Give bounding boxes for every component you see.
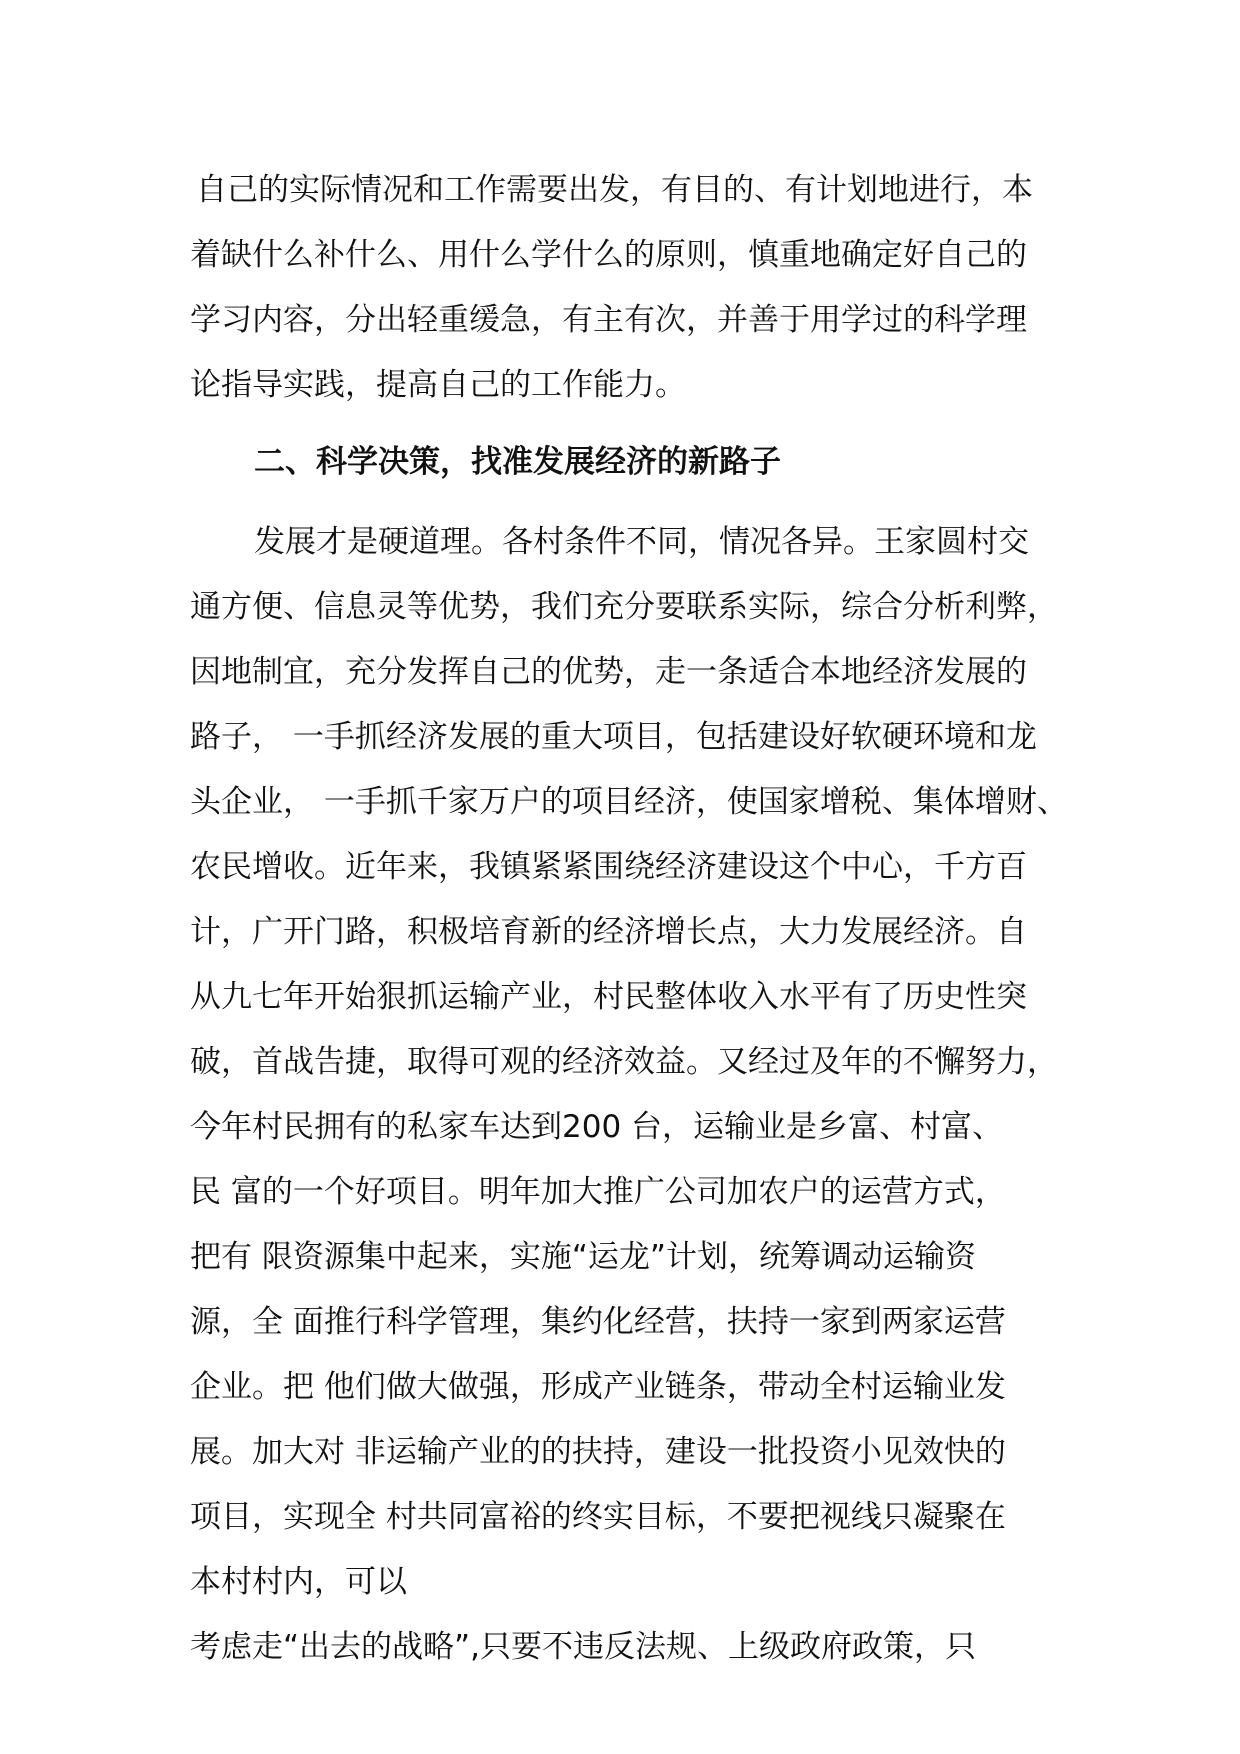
text-line: 学习内容，分出轻重缓急，有主有次，并善于用学过的科学理 xyxy=(190,302,1027,338)
text-line: 头企业， 一手抓千家万户的项目经济，使国家增税、集体增财、 xyxy=(190,784,1068,820)
text-line: 民 富的一个好项目。明年加大推广公司加农户的运营方式， xyxy=(190,1174,1006,1210)
text-line: 源，全 面推行科学管理，集约化经营，扶持一家到两家运营 xyxy=(190,1304,1006,1340)
text-line: 展。加大对 非运输产业的的扶持，建设一批投资小见效快的 xyxy=(190,1434,1006,1470)
text-line: 破，首战告捷，取得可观的经济效益。又经过及年的不懈努力， xyxy=(190,1044,1058,1080)
section-heading: 二、科学决策，找准发展经济的新路子 xyxy=(254,444,781,480)
text-line: 本村村内，可以 xyxy=(190,1564,407,1600)
text-line: 因地制宜，充分发挥自己的优势，走一条适合本地经济发展的 xyxy=(190,654,1027,690)
text-line: 计，广开门路，积极培育新的经济增长点，大力发展经济。自 xyxy=(190,914,1027,950)
text-line: 今年村民拥有的私家车达到200 台，运输业是乡富、村富、 xyxy=(190,1109,1004,1145)
text-line: 项目，实现全 村共同富裕的终实目标，不要把视线只凝聚在 xyxy=(190,1499,1006,1535)
text-line: 着缺什么补什么、用什么学什么的原则，慎重地确定好自己的 xyxy=(190,237,1027,273)
text-line: 论指导实践，提高自己的工作能力。 xyxy=(190,367,686,403)
text-line: 自己的实际情况和工作需要出发，有目的、有计划地进行，本 xyxy=(196,172,1033,208)
text-line: 通方便、信息灵等优势，我们充分要联系实际，综合分析利弊， xyxy=(190,589,1058,625)
text-line: 农民增收。近年来，我镇紧紧围绕经济建设这个中心，千方百 xyxy=(190,849,1027,885)
text-line: 把有 限资源集中起来，实施“运龙”计划，统筹调动运输资 xyxy=(190,1239,976,1275)
text-line: 发展才是硬道理。各村条件不同，情况各异。王家圆村交 xyxy=(254,524,1029,560)
text-line: 考虑走“出去的战略”,只要不违反法规、上级政府政策，只 xyxy=(190,1629,976,1665)
text-line: 企业。把 他们做大做强，形成产业链条，带动全村运输业发 xyxy=(190,1369,1006,1405)
text-line: 从九七年开始狠抓运输产业，村民整体收入水平有了历史性突 xyxy=(190,979,1027,1015)
text-line: 路子， 一手抓经济发展的重大项目，包括建设好软硬环境和龙 xyxy=(190,719,1037,755)
